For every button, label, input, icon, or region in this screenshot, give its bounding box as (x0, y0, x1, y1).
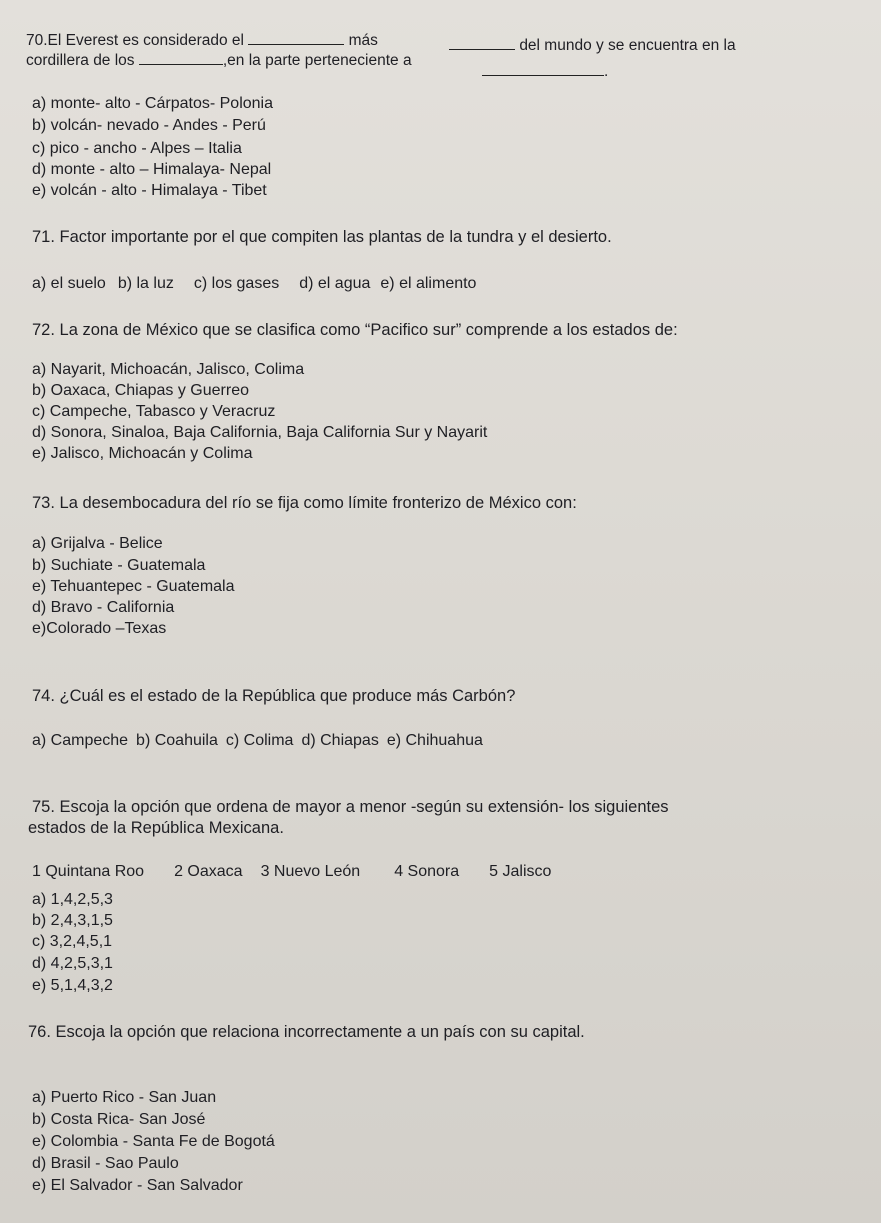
q70-text-part5: ,en la parte perteneciente a (222, 52, 412, 69)
q75-option-b[interactable]: b) 2,4,3,1,5 (32, 912, 113, 929)
q70-line1 (26, 31, 378, 51)
q71-question: 71. Factor importante por el que compiten las plantas de la tundra y el desierto. (32, 228, 612, 246)
q74-question: 74. ¿Cuál es el estado de la República que produce más Carbón? (32, 687, 516, 705)
q73-option-c[interactable]: e) Tehuantepec - Guatemala (32, 578, 235, 595)
q70-text-part1: 70.El Everest es considerado el (26, 32, 244, 49)
q70-line2-end (482, 62, 608, 82)
q74-options (32, 731, 483, 751)
q75-state-1: 1 Quintana Roo (32, 863, 145, 880)
q70-blank-1[interactable] (248, 32, 344, 45)
q73-question: 73. La desembocadura del río se fija como límite fronterizo de México con: (32, 494, 577, 512)
q76-option-b[interactable]: b) Costa Rica- San José (32, 1111, 206, 1128)
q73-option-a[interactable]: a) Grijalva - Belice (32, 535, 163, 552)
q70-option-a[interactable]: a) monte- alto - Cárpatos- Polonia (32, 95, 273, 112)
q74-option-d[interactable]: d) Chiapas (301, 732, 379, 749)
q71-options (32, 274, 476, 294)
q71-option-c[interactable]: c) los gases (193, 275, 280, 292)
q76-question: 76. Escoja la opción que relaciona incorrectamente a un país con su capital. (28, 1023, 585, 1041)
q70-blank-2[interactable] (449, 37, 515, 50)
q72-option-c[interactable]: c) Campeche, Tabasco y Veracruz (32, 403, 276, 420)
q73-option-b[interactable]: b) Suchiate - Guatemala (32, 557, 206, 574)
q75-question-line2: estados de la República Mexicana. (28, 819, 284, 837)
q76-option-c[interactable]: e) Colombia - Santa Fe de Bogotá (32, 1133, 275, 1150)
q70-option-b[interactable]: b) volcán- nevado - Andes - Perú (32, 117, 266, 134)
q75-state-5: 5 Jalisco (489, 863, 552, 880)
q71-option-d[interactable]: d) el agua (299, 275, 371, 292)
q70-line1-end (449, 36, 736, 56)
q72-option-e[interactable]: e) Jalisco, Michoacán y Colima (32, 445, 253, 462)
q76-option-e[interactable]: e) El Salvador - San Salvador (32, 1177, 243, 1194)
q74-option-a[interactable]: a) Campeche (32, 732, 129, 749)
q73-option-e[interactable]: e)Colorado –Texas (32, 620, 167, 637)
q76-option-a[interactable]: a) Puerto Rico - San Juan (32, 1089, 217, 1106)
q72-question: 72. La zona de México que se clasifica como “Pacifico sur” comprende a los estados de: (32, 321, 678, 339)
q70-text-part4: cordillera de los (26, 52, 135, 69)
q75-states (32, 862, 551, 882)
q72-option-b[interactable]: b) Oaxaca, Chiapas y Guerreo (32, 382, 249, 399)
q75-state-2: 2 Oaxaca (174, 863, 243, 880)
q74-option-e[interactable]: e) Chihuahua (386, 732, 483, 749)
q70-option-d[interactable]: d) monte - alto – Himalaya- Nepal (32, 161, 272, 178)
q70-line2 (26, 51, 412, 71)
q73-option-d[interactable]: d) Bravo - California (32, 599, 175, 616)
q76-option-d[interactable]: d) Brasil - Sao Paulo (32, 1155, 179, 1172)
q70-text-part3: del mundo y se encuentra en la (519, 37, 736, 54)
q75-option-d[interactable]: d) 4,2,5,3,1 (32, 955, 113, 972)
q75-state-4: 4 Sonora (394, 863, 460, 880)
q72-option-a[interactable]: a) Nayarit, Michoacán, Jalisco, Colima (32, 361, 305, 378)
q74-option-c[interactable]: c) Colima (225, 732, 294, 749)
q70-option-e[interactable]: e) volcán - alto - Himalaya - Tibet (32, 182, 267, 199)
q75-option-a[interactable]: a) 1,4,2,5,3 (32, 891, 113, 908)
q75-state-3: 3 Nuevo León (260, 863, 361, 880)
q75-question-line1: 75. Escoja la opción que ordena de mayor a menor -según su extensión- los siguientes (32, 798, 669, 816)
q72-option-d[interactable]: d) Sonora, Sinaloa, Baja California, Baja California Sur y Nayarit (32, 424, 488, 441)
q70-blank-3[interactable] (139, 52, 223, 65)
q71-option-b[interactable]: b) la luz (117, 275, 174, 292)
q70-text-part2: más (348, 32, 378, 49)
q74-option-b[interactable]: b) Coahuila (136, 732, 218, 749)
q70-text-part6: . (604, 63, 609, 80)
q75-option-e[interactable]: e) 5,1,4,3,2 (32, 977, 113, 994)
q71-option-e[interactable]: e) el alimento (380, 275, 477, 292)
q70-blank-4[interactable] (482, 63, 604, 76)
q71-option-a[interactable]: a) el suelo (32, 275, 106, 292)
q75-option-c[interactable]: c) 3,2,4,5,1 (32, 933, 113, 950)
q70-option-c[interactable]: c) pico - ancho - Alpes – Italia (32, 140, 242, 157)
